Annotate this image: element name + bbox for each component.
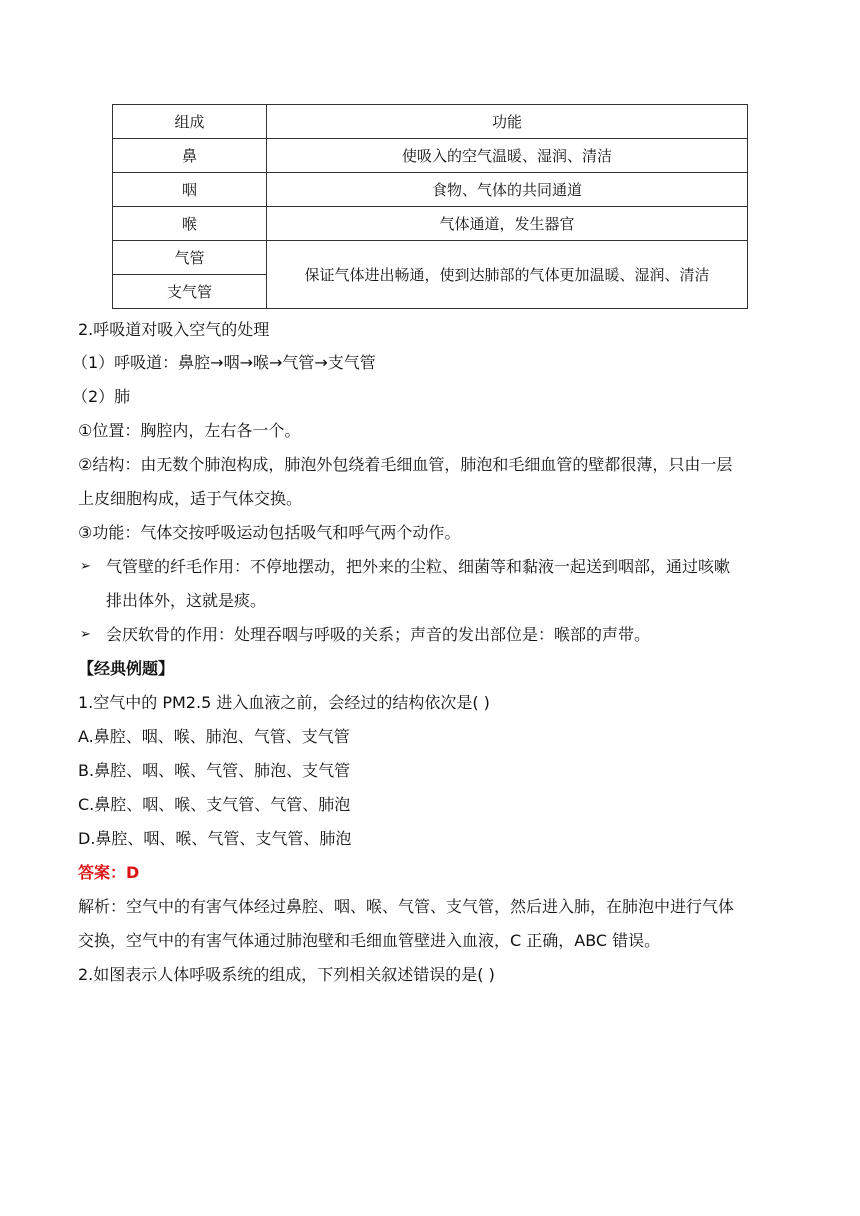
table-header-cell: 功能 (267, 105, 748, 139)
paragraph: （2）肺 (72, 387, 131, 406)
question: 1.空气中的 PM2.5 进入血液之前，会经过的结构依次是( ) (78, 693, 490, 712)
question: 2.如图表示人体呼吸系统的组成，下列相关叙述错误的是( ) (78, 965, 495, 984)
table-cell: 支气管 (113, 275, 267, 309)
table-cell: 食物、气体的共同通道 (267, 173, 748, 207)
option-c: C.鼻腔、咽、喉、支气管、气管、肺泡 (78, 795, 351, 814)
analysis: 解析：空气中的有害气体经过鼻腔、咽、喉、气管、支气管，然后进入肺，在肺泡中进行气体 (78, 897, 735, 916)
paragraph: ①位置：胸腔内，左右各一个。 (78, 421, 301, 440)
option-b: B.鼻腔、咽、喉、气管、肺泡、支气管 (78, 761, 351, 780)
option-a: A.鼻腔、咽、喉、肺泡、气管、支气管 (78, 727, 350, 746)
paragraph: ②结构：由无数个肺泡构成，肺泡外包绕着毛细血管，肺泡和毛细血管的壁都很薄，只由一层 (78, 455, 733, 474)
paragraph: 上皮细胞构成，适于气体交换。 (78, 489, 303, 508)
table-cell: 气管 (113, 241, 267, 275)
section-title: 2.呼吸道对吸入空气的处理 (78, 320, 270, 339)
respiratory-function-table (112, 104, 748, 309)
bullet-text: 排出体外，这就是痰。 (106, 591, 267, 610)
table-header-row (113, 105, 748, 139)
table-cell: 气体通道，发生器官 (267, 207, 748, 241)
table-row (113, 173, 748, 207)
option-d: D.鼻腔、咽、喉、气管、支气管、肺泡 (78, 829, 352, 848)
table-cell: 咽 (113, 173, 267, 207)
table-cell: 使吸入的空气温暖、湿润、清洁 (267, 139, 748, 173)
answer: 答案：D (78, 863, 140, 882)
table-row (113, 139, 748, 173)
table-row (113, 207, 748, 241)
paragraph: （1）呼吸道：鼻腔→咽→喉→气管→支气管 (72, 353, 376, 372)
bullet-arrow-icon: ➢ (80, 627, 91, 642)
example-header: 【经典例题】 (78, 659, 175, 678)
bullet-text: 会厌软骨的作用：处理吞咽与呼吸的关系；声音的发出部位是：喉部的声带。 (106, 625, 651, 644)
bullet-arrow-icon: ➢ (80, 559, 91, 574)
table-cell: 鼻 (113, 139, 267, 173)
table-cell: 喉 (113, 207, 267, 241)
table-header-cell: 组成 (113, 105, 267, 139)
analysis: 交换，空气中的有害气体通过肺泡壁和毛细血管壁进入血液，C 正确，ABC 错误。 (78, 931, 661, 950)
table-merged-cell: 保证气体进出畅通，使到达肺部的气体更加温暖、湿润、清洁 (267, 241, 748, 309)
bullet-text: 气管壁的纤毛作用：不停地摆动，把外来的尘粒、细菌等和黏液一起送到咽部，通过咳嗽 (106, 557, 731, 576)
paragraph: ③功能：气体交按呼吸运动包括吸气和呼气两个动作。 (78, 523, 461, 542)
table-row (113, 241, 748, 275)
